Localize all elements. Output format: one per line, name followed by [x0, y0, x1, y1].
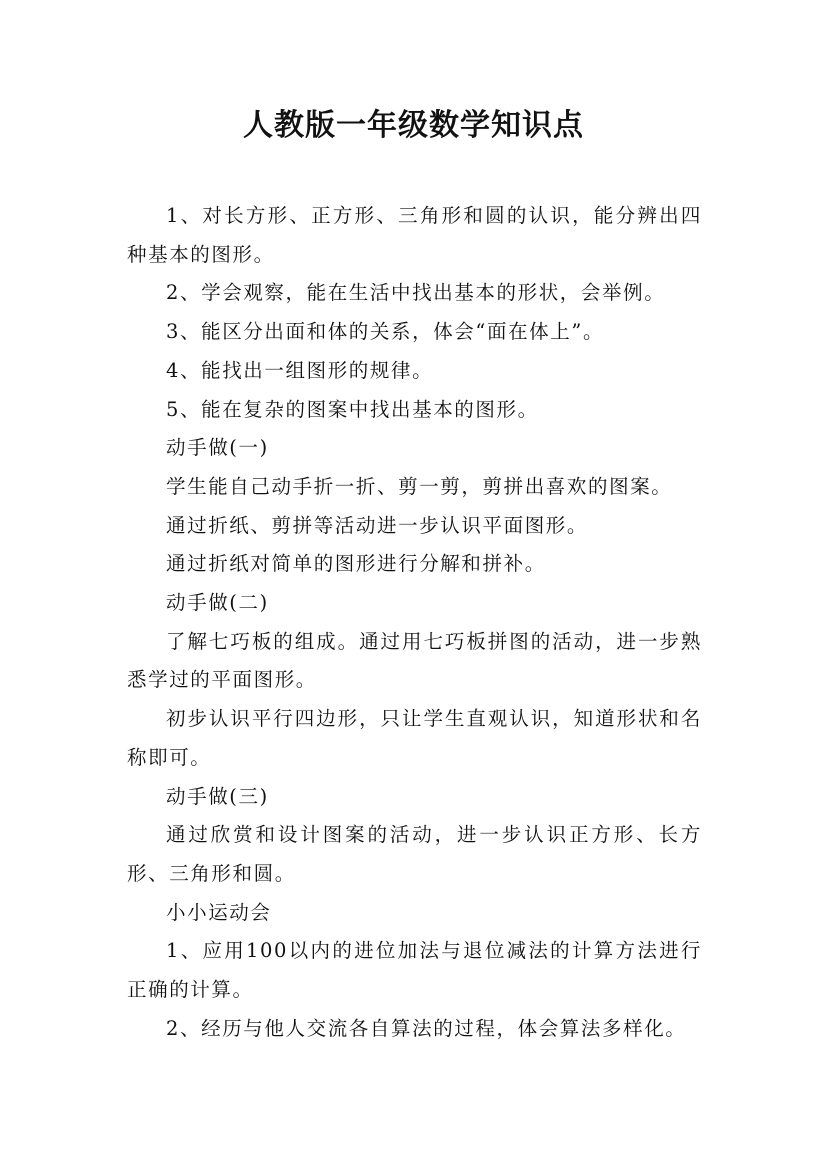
- section-heading-hands-on-2: 动手做(二): [166, 591, 269, 615]
- paragraph-fold-and-cut: 学生能自己动手折一折、剪一剪，剪拼出喜欢的图案。: [166, 474, 673, 498]
- section-heading-hands-on-1: 动手做(一): [166, 436, 269, 460]
- document-body: [127, 197, 702, 1048]
- paragraph-design-patterns: 通过欣赏和设计图案的活动，进一步认识正方形、长方形、三角形和圆。: [127, 823, 702, 885]
- paragraph-face-and-solid: 3、能区分出面和体的关系，体会“面在体上”。: [166, 320, 605, 344]
- paragraph-paper-activities: 通过折纸、剪拼等活动进一步认识平面图形。: [166, 513, 589, 537]
- paragraph-decompose-shapes: 通过折纸对简单的图形进行分解和拼补。: [166, 552, 546, 576]
- paragraph-addition-subtraction: 1、应用100以内的进位加法与退位减法的计算方法进行正确的计算。: [127, 939, 702, 1002]
- paragraph-shapes-recognition: 1、对长方形、正方形、三角形和圆的认识，能分辨出四种基本的图形。: [127, 204, 702, 266]
- paragraph-parallelogram: 初步认识平行四边形，只让学生直观认识，知道形状和名称即可。: [127, 707, 702, 769]
- paragraph-algorithm-diversity: 2、经历与他人交流各自算法的过程，体会算法多样化。: [166, 1016, 687, 1040]
- section-heading-hands-on-3: 动手做(三): [166, 784, 269, 808]
- paragraph-tangram: 了解七巧板的组成。通过用七巧板拼图的活动，进一步熟悉学过的平面图形。: [127, 629, 702, 692]
- section-heading-sports-meet: 小小运动会: [166, 900, 272, 924]
- document-title: 人教版一年级数学知识点: [243, 108, 584, 143]
- paragraph-observe-shapes: 2、学会观察，能在生活中找出基本的形状，会举例。: [166, 281, 666, 305]
- paragraph-shape-pattern: 4、能找出一组图形的规律。: [166, 358, 434, 382]
- paragraph-find-basic-shapes: 5、能在复杂的图案中找出基本的图形。: [166, 397, 539, 421]
